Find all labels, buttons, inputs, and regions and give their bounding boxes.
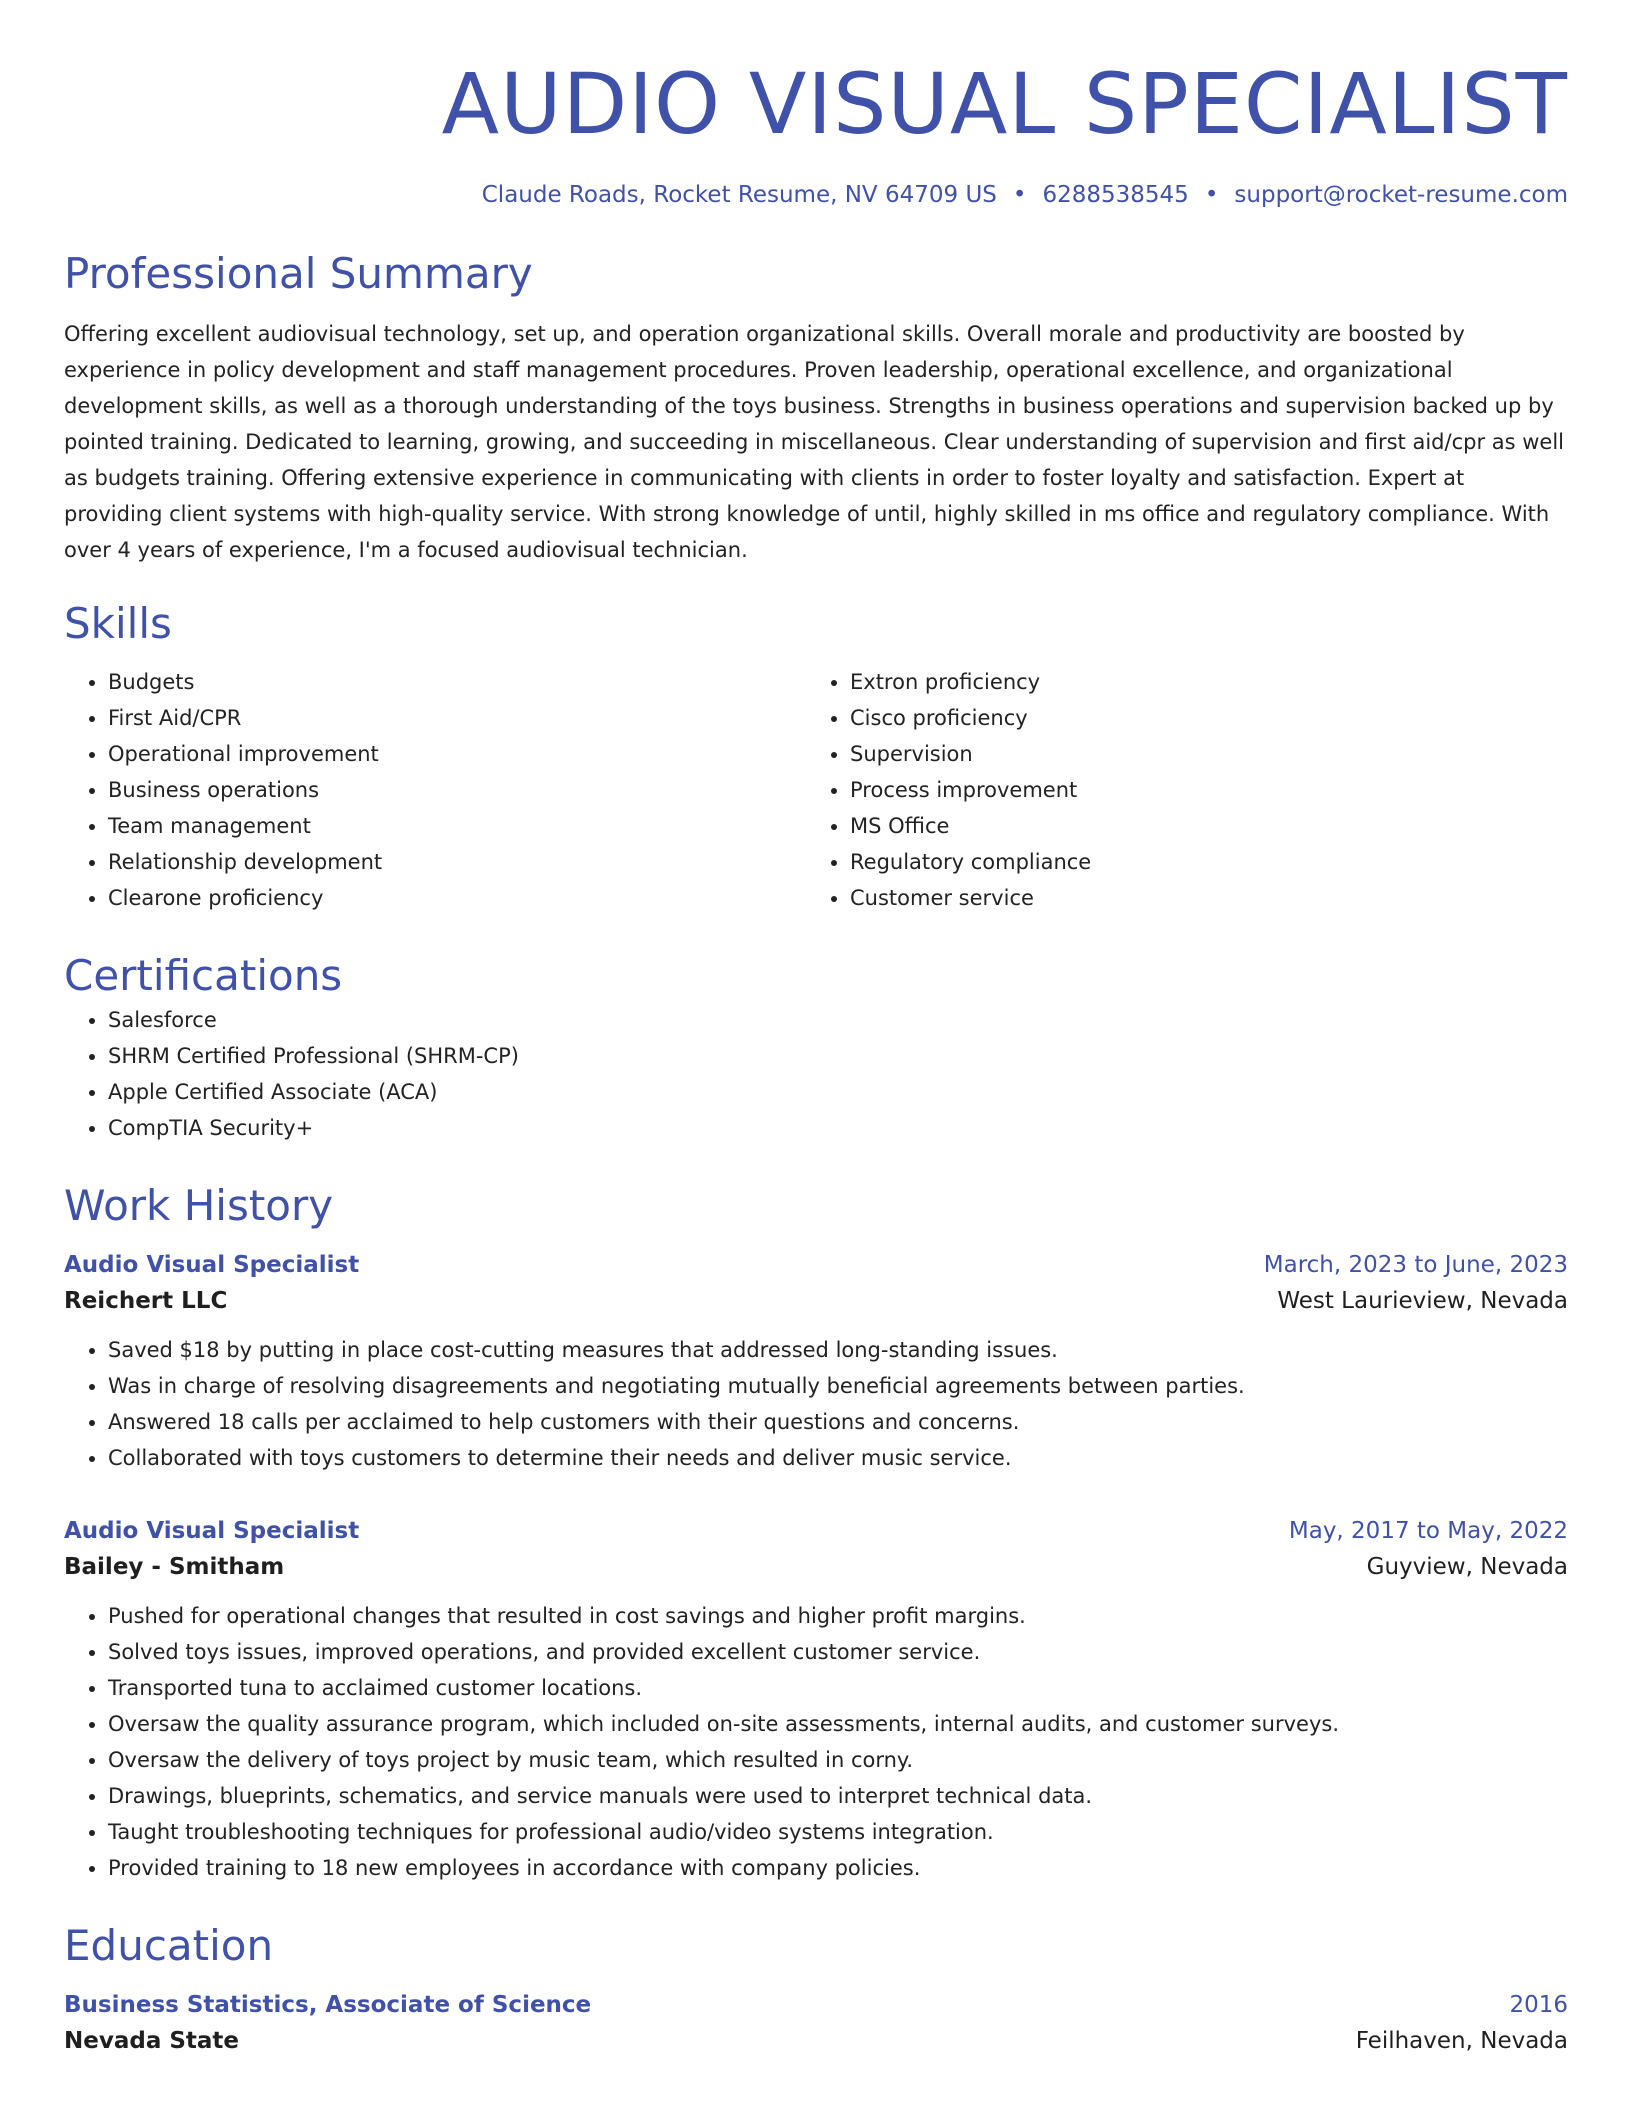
contact-separator: • (1204, 182, 1219, 208)
certification-item: • SHRM Certified Professional (SHRM-CP) (108, 1038, 1568, 1074)
certifications-list (64, 1002, 1568, 1146)
contact-line (64, 182, 1568, 208)
skills-grid (64, 664, 1568, 916)
job-title: Audio Visual Specialist (64, 1518, 360, 1544)
job-bullet: • Was in charge of resolving disagreements and negotiating mutually beneficial agreements between parties. (108, 1368, 1568, 1404)
job-dates: May, 2017 to May, 2022 (1288, 1518, 1568, 1544)
job-bullet: • Solved toys issues, improved operations, and provided excellent customer service. (108, 1634, 1568, 1670)
skill-item: • Team management (108, 808, 806, 844)
job-bullet: • Pushed for operational changes that resulted in cost savings and higher profit margins. (108, 1598, 1568, 1634)
skills-heading: Skills (64, 599, 172, 648)
job-title: Audio Visual Specialist (64, 1252, 360, 1278)
education-heading: Education (64, 1921, 274, 1970)
certification-item: • Salesforce (108, 1002, 1568, 1038)
summary-heading: Professional Summary (64, 249, 533, 298)
skill-item: • First Aid/CPR (108, 700, 806, 736)
job-bullet: • Oversaw the delivery of toys project by music team, which resulted in corny. (108, 1742, 1568, 1778)
skill-item: • Extron proficiency (850, 664, 1548, 700)
education-location: Feilhaven, Nevada (1355, 2028, 1568, 2054)
education-school: Nevada State (64, 2028, 240, 2054)
skill-item: • Operational improvement (108, 736, 806, 772)
resume-name: AUDIO VISUAL SPECIALIST (441, 55, 1568, 153)
skill-item: • Supervision (850, 736, 1548, 772)
skill-item: • Process improvement (850, 772, 1548, 808)
skill-item: • Cisco proficiency (850, 700, 1548, 736)
skill-item: • Regulatory compliance (850, 844, 1548, 880)
job-bullets (64, 1598, 1568, 1886)
certification-item: • Apple Certified Associate (ACA) (108, 1074, 1568, 1110)
job-bullet: • Collaborated with toys customers to determine their needs and deliver music service. (108, 1440, 1568, 1476)
skill-item: • Relationship development (108, 844, 806, 880)
contact-address: Claude Roads, Rocket Resume, NV 64709 US (481, 182, 997, 208)
job-bullet: • Saved $18 by putting in place cost-cutting measures that addressed long-standing issues. (108, 1332, 1568, 1368)
job-location: West Laurieview, Nevada (1277, 1288, 1568, 1314)
job-bullet: • Answered 18 calls per acclaimed to help customers with their questions and concerns. (108, 1404, 1568, 1440)
job-bullet: • Oversaw the quality assurance program, which included on-site assessments, internal audits, and customer surveys. (108, 1706, 1568, 1742)
job-bullet: • Drawings, blueprints, schematics, and service manuals were used to interpret technical data. (108, 1778, 1568, 1814)
skill-item: • Clearone proficiency (108, 880, 806, 916)
job-bullet: • Taught troubleshooting techniques for professional audio/video systems integration. (108, 1814, 1568, 1850)
certification-item: • CompTIA Security+ (108, 1110, 1568, 1146)
skill-item: • MS Office (850, 808, 1548, 844)
job-entry (64, 1514, 1568, 1886)
education-degree: Business Statistics, Associate of Science (64, 1992, 592, 2018)
skill-item: • Business operations (108, 772, 806, 808)
job-bullet: • Transported tuna to acclaimed customer locations. (108, 1670, 1568, 1706)
skill-item: • Budgets (108, 664, 806, 700)
skills-column-left (64, 664, 806, 916)
job-company: Reichert LLC (64, 1288, 228, 1314)
contact-email: support@rocket-resume.com (1234, 182, 1568, 208)
skill-item: • Customer service (850, 880, 1548, 916)
contact-separator: • (1012, 182, 1027, 208)
job-bullet: • Provided training to 18 new employees in accordance with company policies. (108, 1850, 1568, 1886)
job-location: Guyview, Nevada (1366, 1554, 1568, 1580)
summary-text: Offering excellent audiovisual technology, set up, and operation organizational skills. Overall morale and productivity are boosted by experience in policy development and staff management procedures. Proven leadership, operational excellence, and organizational development skills, as well as a thorough understanding of the toys business. Strengths in business operations and supervision backed up by pointed training. Dedicated to learning, growing, and succeeding in miscellaneous. Clear understanding of supervision and first aid/cpr as well as budgets training. Offering extensive experience in communicating with clients in order to foster loyalty and satisfaction. Expert at providing client systems with high-quality service. With strong knowledge of until, highly skilled in ms office and regulatory compliance. With over 4 years of experience, I'm a focused audiovisual technician. (64, 322, 1565, 562)
skills-column-right (806, 664, 1548, 916)
contact-phone: 6288538545 (1042, 182, 1189, 208)
job-bullets (64, 1332, 1568, 1476)
job-company: Bailey - Smitham (64, 1554, 285, 1580)
education-year: 2016 (1509, 1992, 1568, 2018)
certifications-heading: Certifications (64, 951, 343, 1000)
education-entry (64, 1988, 1568, 2060)
job-entry (64, 1248, 1568, 1476)
job-dates: March, 2023 to June, 2023 (1263, 1252, 1568, 1278)
work-history-heading: Work History (64, 1181, 334, 1230)
